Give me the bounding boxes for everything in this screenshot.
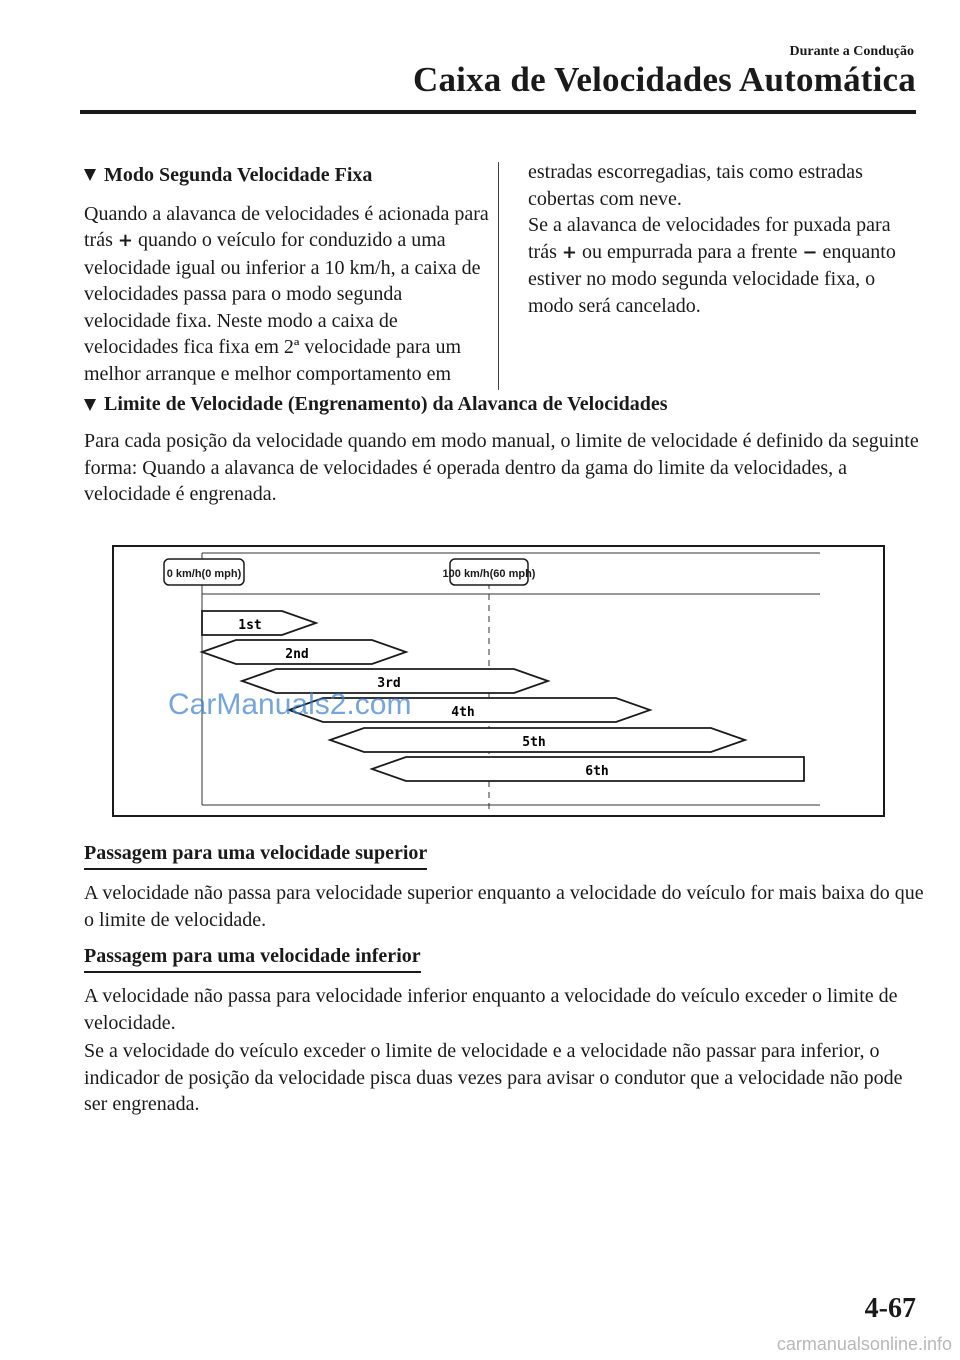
downshift-heading: Passagem para uma velocidade inferior [84, 945, 421, 973]
limit-heading [84, 393, 924, 416]
left-column [84, 162, 489, 387]
fixed-second-heading [84, 162, 489, 189]
fixed-second-p1-b: quando o veículo for conduzido a uma velocidade igual ou inferior a 10 km/h, a caixa de velocidades passa para o modo segunda velocidade fixa. Neste modo a caixa de velocidades fica fixa em 2ª velocidade para um melhor arranque e melhor comportamento em [84, 229, 481, 385]
column-divider [498, 162, 499, 390]
triangle-bullet-icon [84, 399, 96, 411]
gear-speed-limit-diagram [112, 545, 885, 817]
triangle-bullet-icon [84, 169, 96, 181]
label-hundred-text: 100 km/h(60 mph) [442, 568, 536, 580]
limit-section [84, 393, 924, 508]
gear-bar-2nd [202, 640, 406, 664]
label-zero-kmh [164, 559, 244, 585]
gear-label-2nd: 2nd [285, 647, 309, 662]
gear-label-5th: 5th [522, 735, 546, 750]
plus-icon: + [561, 241, 577, 263]
watermark: CarManuals2.com [168, 688, 412, 721]
fixed-second-p2-b: ou empurrada para a frente [576, 240, 803, 263]
downshift-text-1: A velocidade não passa para velocidade inferior enquanto a velocidade do veículo exceder o limite de velocidade. [84, 985, 898, 1034]
footer-watermark: carmanualsonline.info [776, 1334, 952, 1354]
fixed-second-p2-a: Se a alavanca de velocidades for puxada para trás [528, 214, 891, 263]
page-number: 4-67 [864, 1293, 916, 1324]
limit-paragraph: Para cada posição da velocidade quando em modo manual, o limite de velocidade é definido da seguinte forma: Quando a alavanca de velocidades é operada dentro da gama do limite da velocidades, a velocidade é engrenada. [84, 430, 919, 505]
upshift-text: A velocidade não passa para velocidade superior enquanto a velocidade do veículo for mais baixa do que o limite de velocidade. [84, 882, 924, 931]
limit-heading-text: Limite de Velocidade (Engrenamento) da Alavanca de Velocidades [104, 393, 668, 415]
plus-icon: + [117, 230, 133, 251]
right-column [528, 159, 918, 319]
gear-label-3rd: 3rd [377, 676, 401, 691]
fixed-second-heading-text: Modo Segunda Velocidade Fixa [104, 164, 373, 186]
minus-icon: − [802, 241, 818, 263]
gear-bar-1st [202, 611, 316, 635]
fixed-second-paragraph-1-continued: estradas escorregadias, tais como estradas cobertas com neve. [528, 161, 863, 210]
gear-diagram-svg [114, 547, 883, 815]
fixed-second-p1-a: Quando a alavanca de velocidades é acionada para trás [84, 202, 489, 251]
fixed-second-p2-c: enquanto estiver no modo segunda velocidade fixa, o modo será cancelado. [528, 240, 896, 317]
gear-label-4th: 4th [451, 705, 475, 720]
downshift-text-2: Se a velocidade do veículo exceder o limite de velocidade e a velocidade não passar para inferior, o indicador de posição da velocidade pisca duas vezes para avisar o condutor que a velocidade não pode ser engrenada. [84, 1040, 903, 1115]
header-section-label: Durante a Condução [789, 44, 914, 59]
upshift-heading: Passagem para uma velocidade superior [84, 842, 427, 870]
label-hundred-kmh [443, 559, 536, 585]
gear-bar-6th [372, 757, 804, 781]
gear-label-6th: 6th [585, 764, 609, 779]
gear-bar-5th [330, 728, 745, 752]
page-title: Caixa de Velocidades Automática [412, 60, 916, 99]
fixed-second-paragraph-2 [528, 212, 918, 319]
header-rule [80, 110, 916, 114]
fixed-second-paragraph-1 [84, 201, 489, 388]
gear-label-1st: 1st [238, 618, 262, 633]
label-zero-text: 0 km/h(0 mph) [166, 568, 242, 580]
